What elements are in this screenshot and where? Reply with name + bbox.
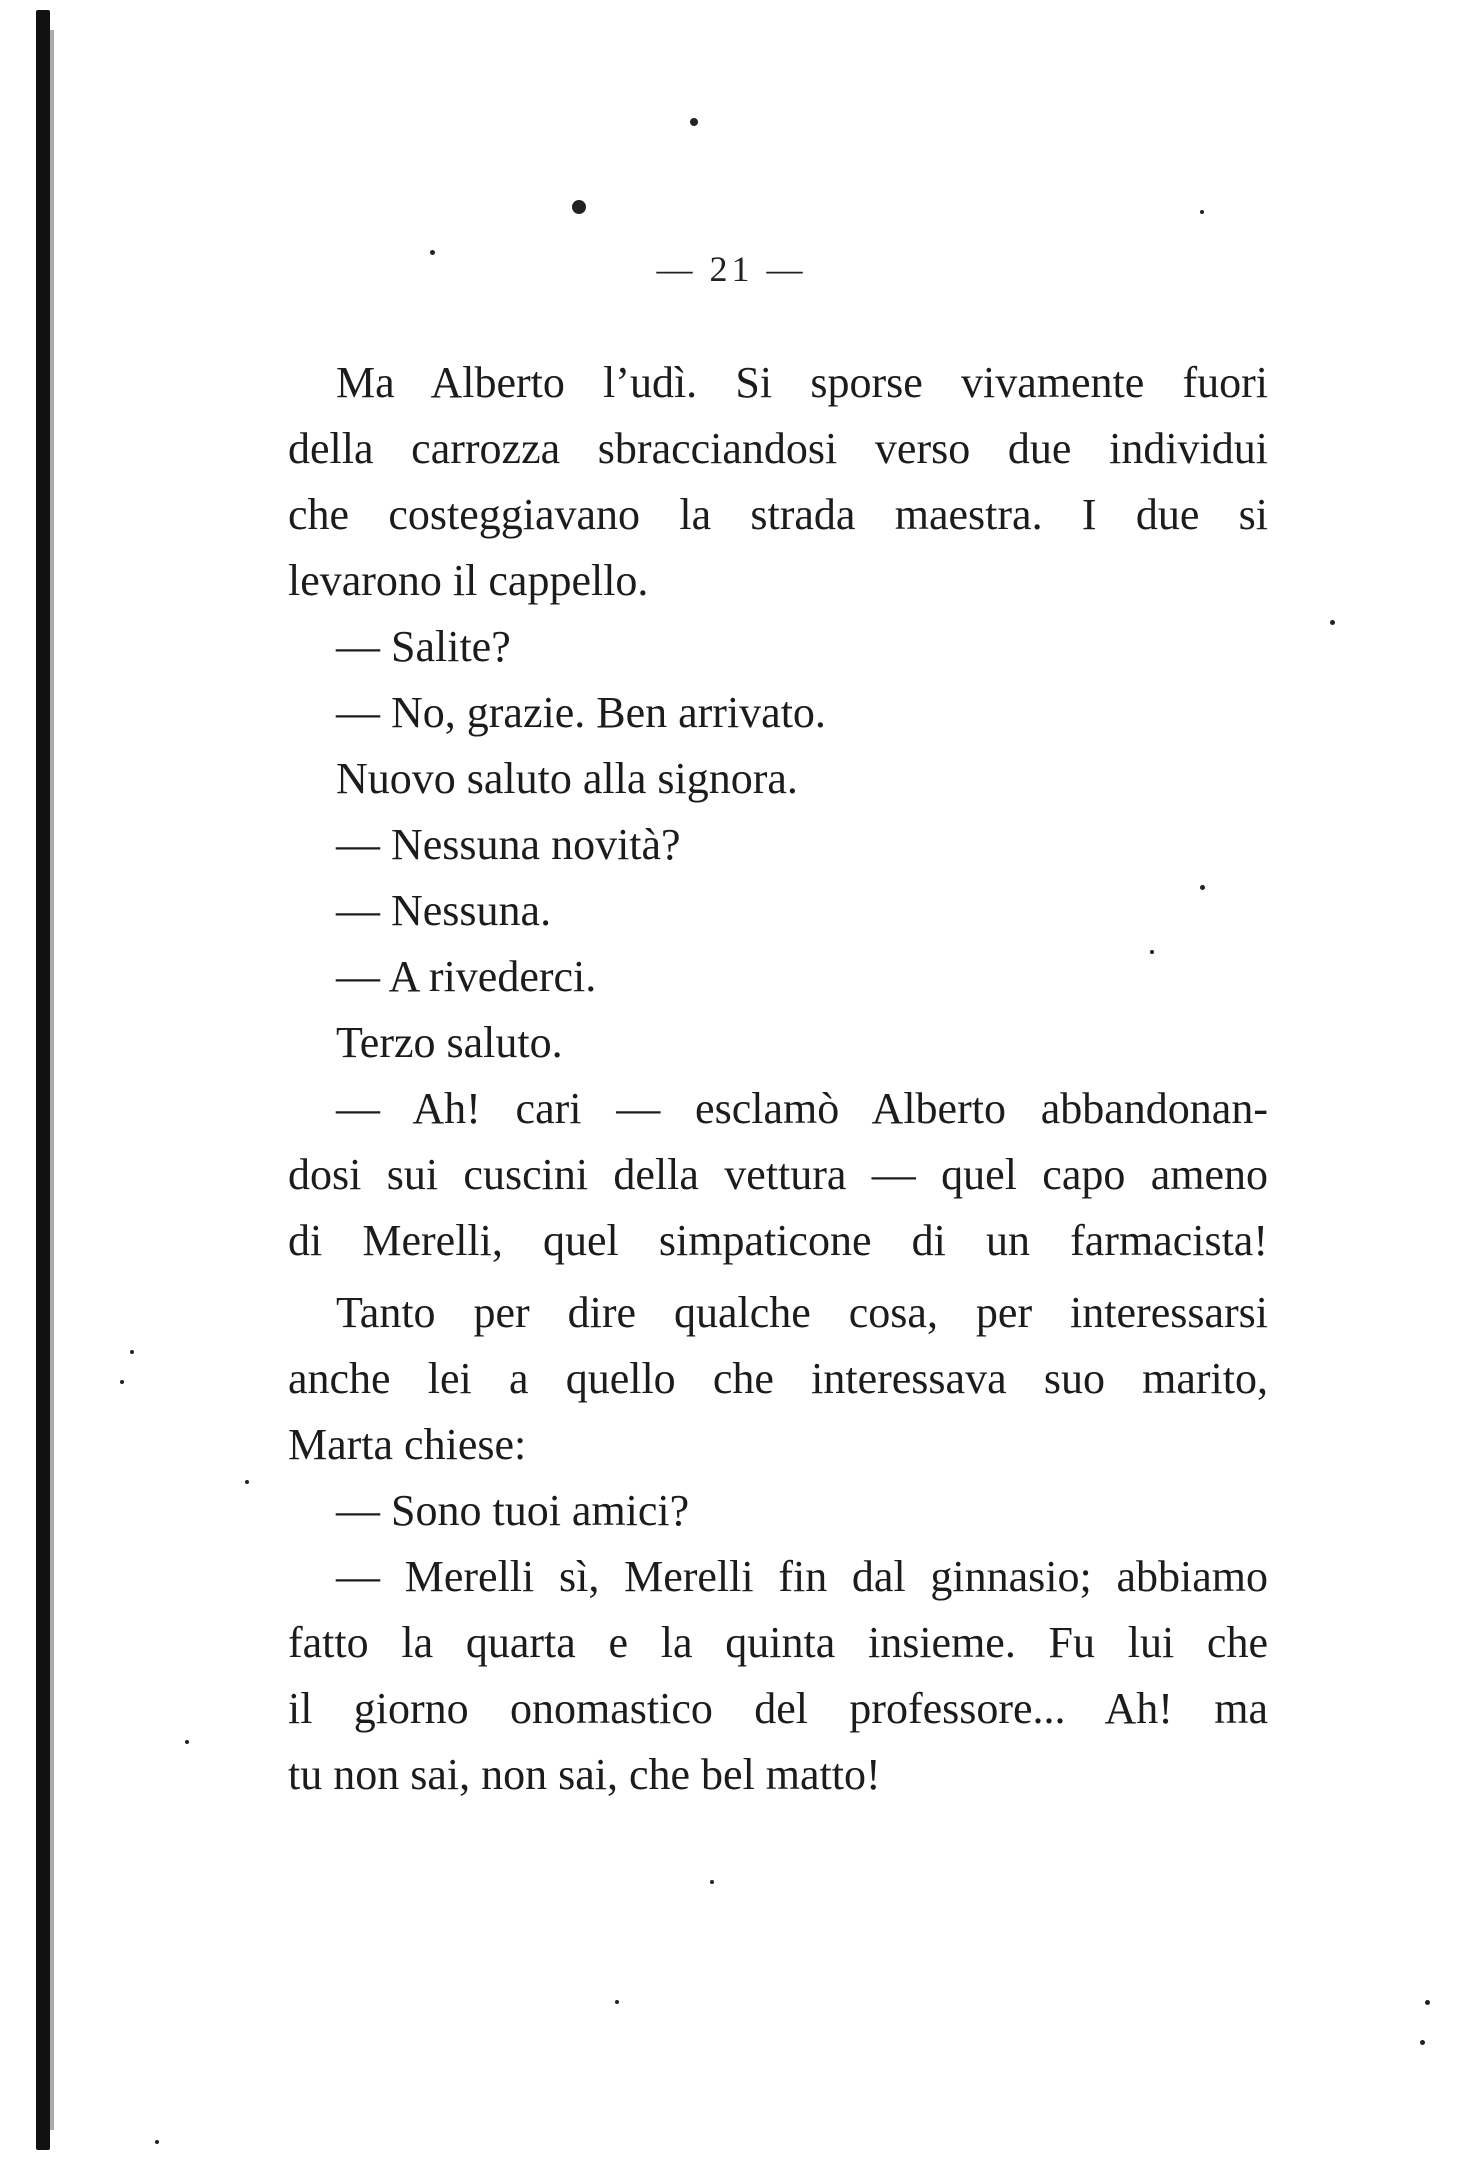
dialogue-line: — Merelli sì, Merelli fin dal ginnasio; abbiamo: [336, 1552, 1268, 1601]
scan-speck: [1330, 620, 1335, 625]
scan-speck: [690, 118, 698, 126]
scan-speck: [1425, 2000, 1430, 2005]
text-line: Ma Alberto l’udì. Si sporse vivamente fuori: [336, 358, 1268, 407]
dialogue-line: — Salite?: [336, 622, 511, 671]
text-line: di Merelli, quel simpaticone di un farmacista!: [288, 1216, 1268, 1265]
scan-speck: [130, 1350, 134, 1354]
gutter-shadow: [50, 30, 54, 2130]
scan-speck: [120, 1380, 124, 1384]
text-line: Nuovo saluto alla signora.: [336, 754, 798, 803]
dialogue-line: — Nessuna.: [336, 886, 552, 935]
page-number: — 21 —: [656, 249, 807, 289]
dialogue-line: — Ah! cari — esclamò Alberto abbandonan-: [336, 1084, 1268, 1133]
scan-speck: [615, 2000, 619, 2004]
scan-speck: [155, 2140, 159, 2144]
text-line: Tanto per dire qualche cosa, per interessarsi: [336, 1288, 1268, 1337]
scan-speck: [185, 1740, 189, 1744]
text-line: dosi sui cuscini della vettura — quel capo ameno: [288, 1150, 1268, 1199]
dialogue-line: — Sono tuoi amici?: [336, 1486, 690, 1535]
dialogue-line: — No, grazie. Ben arrivato.: [336, 688, 826, 737]
text-line: che costeggiavano la strada maestra. I due si: [288, 490, 1268, 539]
scan-speck: [1200, 210, 1204, 214]
dialogue-line: — A rivederci.: [336, 952, 597, 1001]
text-line: Marta chiese:: [288, 1420, 527, 1469]
dialogue-line: — Nessuna novità?: [336, 820, 681, 869]
text-line: anche lei a quello che interessava suo marito,: [288, 1354, 1268, 1403]
scan-speck: [710, 1880, 714, 1884]
scan-speck: [1420, 2040, 1425, 2045]
body-text: [288, 350, 1268, 1808]
text-line: Terzo saluto.: [336, 1018, 563, 1067]
text-line: tu non sai, non sai, che bel matto!: [288, 1750, 881, 1799]
scan-speck: [572, 200, 586, 214]
scan-speck: [245, 1480, 249, 1484]
text-line: della carrozza sbracciandosi verso due individui: [288, 424, 1268, 473]
text-line: il giorno onomastico del professore... Ah! ma: [288, 1684, 1268, 1733]
book-spine-shadow: [36, 10, 50, 2150]
text-line: fatto la quarta e la quinta insieme. Fu lui che: [288, 1618, 1268, 1667]
text-line: levarono il cappello.: [288, 556, 649, 605]
